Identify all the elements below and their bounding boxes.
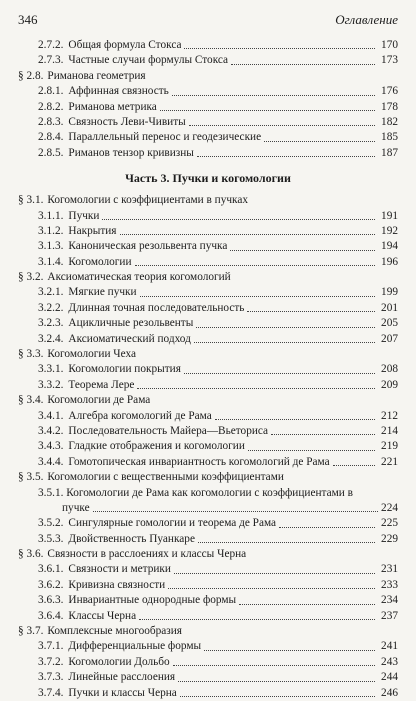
leader-dots [137,388,375,389]
toc-entry-number: 3.4.3. [38,440,64,453]
leader-dots [93,511,378,512]
toc-subsection-entry [18,84,398,99]
toc-entry-page: 205 [381,317,398,330]
toc-section-entry [18,69,398,84]
toc-entry-title: Частные случаи формулы Стокса [68,54,229,67]
toc-subsection-entry [18,146,398,161]
leader-dots [271,434,375,435]
toc-subsection-entry [18,378,398,393]
toc-subsection-entry [18,38,398,53]
leader-dots [135,265,376,266]
toc-entry-number: 2.8.1. [38,85,64,98]
part-title: Часть 3. Пучки и когомологии [125,171,291,186]
leader-dots [264,141,375,142]
toc-subsection-entry [18,655,398,670]
toc-entry-title: Комплексные многообразия [47,625,182,638]
leader-dots [231,64,375,65]
toc-entry-number: 3.7.2. [38,655,64,668]
toc-entry-page: 244 [381,671,398,684]
toc-entry-title: Когомологии Дольбо [68,655,170,668]
toc-entry-number: § 3.5. [18,471,44,484]
leader-dots [204,650,375,651]
toc-entry-number: § 3.6. [18,548,44,561]
toc-subsection-entry [18,563,398,578]
toc-entry-page: 246 [381,686,398,699]
toc-entry-number: 3.6.2. [38,578,64,591]
toc-entry-number: 2.8.3. [38,115,64,128]
toc-subsection-entry [18,285,398,300]
toc-entry-number: 3.2.4. [38,332,64,345]
toc-entry-title: Ацикличные резольвенты [68,317,194,330]
toc-entry-page: 237 [381,609,398,622]
toc-entry-title: Когомологии с вещественными коэффициентами [47,471,284,484]
toc-entry-title: Классы Черна [68,609,137,622]
leader-dots [168,588,375,589]
toc-entry-number: 3.5.3. [38,532,64,545]
toc-entry-page: 185 [381,131,398,144]
toc-entry-number: § 3.4. [18,394,44,407]
leader-dots [139,619,375,620]
toc-entry-title: Когомологии [68,255,132,268]
toc-entry-page: 233 [381,578,398,591]
toc-subsection-entry [18,439,398,454]
toc-entry-number: 3.4.2. [38,424,64,437]
toc-entry-page: 199 [381,286,398,299]
toc-entry-number: 3.5.1. [38,486,64,499]
toc-entry-title: Когомологии с коэффициентами в пучках [47,194,249,207]
toc-entry-title: Когомологии де Рама [47,394,151,407]
toc-subsection-entry [18,593,398,608]
toc-entry-page: 191 [381,209,398,222]
toc-group-part3-a [18,193,398,485]
toc-entry-title: Сингулярные гомологии и теорема де Рама [68,517,277,530]
toc-entry-page: 170 [381,38,398,51]
toc-entry-title: Последовательность Майера—Вьеториса [68,424,269,437]
toc-subsection-entry [18,224,398,239]
toc-entry-number: 3.6.1. [38,563,64,576]
toc-subsection-entry [18,209,398,224]
toc-entry-number: 2.7.2. [38,38,64,51]
leader-dots [198,542,375,543]
toc-subsection-entry [18,670,398,685]
toc-entry-number: 3.1.2. [38,224,64,237]
toc-subsection-entry [18,578,398,593]
toc-section-entry [18,547,398,562]
toc-entry-multiline [18,486,398,517]
toc-entry-number: 3.4.4. [38,455,64,468]
toc-entry-number: 3.2.2. [38,301,64,314]
toc-entry-page: 178 [381,100,398,113]
toc-entry-number: § 3.7. [18,625,44,638]
leader-dots [172,95,375,96]
toc-entry-title: Гомотопическая инвариантность когомологий де Рама [68,455,330,468]
toc-entry-title: Риманова метрика [68,100,157,113]
leader-dots [279,527,375,528]
leader-dots [174,573,375,574]
toc-subsection-entry [18,239,398,254]
toc-entry-number: 3.7.3. [38,671,64,684]
toc-entry-title: Аффинная связность [68,85,169,98]
toc-entry-page: 207 [381,332,398,345]
toc-entry-page: 201 [381,301,398,314]
toc-entry-page: 231 [381,563,398,576]
toc-section-entry [18,393,398,408]
toc-entry-title: Риманова геометрия [47,69,146,82]
leader-dots [180,696,375,697]
leader-dots [230,250,375,251]
toc-subsection-entry [18,100,398,115]
toc-section-entry [18,470,398,485]
toc-entry-page: 182 [381,115,398,128]
toc-section-entry [18,193,398,208]
toc-entry-page: 225 [381,517,398,530]
leader-dots [120,234,376,235]
leader-dots [247,311,375,312]
leader-dots [248,450,375,451]
page-number: 346 [18,12,38,27]
toc-subsection-entry [18,362,398,377]
toc-entry-title: Аксиоматический подход [68,332,191,345]
toc-entry-title: Дифференциальные формы [68,640,202,653]
leader-dots [189,125,375,126]
toc-entry-number: § 3.2. [18,271,44,284]
toc-subsection-entry [18,301,398,316]
leader-dots [173,665,375,666]
toc-subsection-entry [18,609,398,624]
toc-entry-number: 2.7.3. [38,54,64,67]
toc-group-part2-end [18,38,398,161]
toc-entry-page: 241 [381,640,398,653]
toc-subsection-entry [18,532,398,547]
toc-entry-title: Линейные расслоения [68,671,176,684]
toc-entry-title: Параллельный перенос и геодезические [68,131,262,144]
toc-entry-number: 3.1.4. [38,255,64,268]
toc-section-entry [18,270,398,285]
toc-entry-number: § 2.8. [18,69,44,82]
toc-subsection-entry [18,115,398,130]
toc-entry-number: 3.6.4. [38,609,64,622]
toc-entry-title: Общая формула Стокса [68,38,182,51]
toc-entry-title: Риманов тензор кривизны [68,146,194,159]
toc-section-entry [18,347,398,362]
toc-entry-title: Гладкие отображения и когомологии [68,440,245,453]
toc-subsection-entry [18,316,398,331]
toc-entry-page: 187 [381,146,398,159]
toc-subsection-entry [18,455,398,470]
toc-entry-title: Аксиоматическая теория когомологий [47,271,231,284]
leader-dots [197,156,375,157]
toc-entry-number: 2.8.5. [38,146,64,159]
toc-entry-title: Алгебра когомологий де Рама [68,409,212,422]
table-of-contents [18,38,398,701]
toc-subsection-entry [18,332,398,347]
toc-entry-title: Каноническая резольвента пучка [68,240,228,253]
leader-dots [102,219,375,220]
toc-entry-title: Теорема Лере [68,378,135,391]
toc-entry-page: 196 [381,255,398,268]
toc-entry-title: Связности и метрики [68,563,171,576]
toc-entry-number: 3.7.4. [38,686,64,699]
toc-entry-page: 212 [381,409,398,422]
toc-entry-page: 219 [381,440,398,453]
toc-entry-page: 173 [381,54,398,67]
toc-subsection-entry [18,255,398,270]
toc-entry-number: § 3.3. [18,348,44,361]
toc-entry-title: Когомологии Чеха [47,348,137,361]
toc-subsection-entry [18,424,398,439]
toc-entry-number: 3.3.1. [38,363,64,376]
toc-entry-number: 3.5.2. [38,517,64,530]
toc-entry-title: Связности в расслоениях и классы Черна [47,548,247,561]
toc-entry-title: Инвариантные однородные формы [68,594,237,607]
toc-entry-page: 243 [381,655,398,668]
leader-dots [184,48,375,49]
toc-entry-page: 194 [381,240,398,253]
toc-entry-page: 234 [381,594,398,607]
toc-entry-page: 224 [381,501,398,514]
toc-entry-page: 229 [381,532,398,545]
toc-entry-number: 3.6.3. [38,594,64,607]
toc-entry-title-line1: Когомологии де Рама как когомологии с коэффициентами в [66,486,353,499]
toc-entry-number: 2.8.4. [38,131,64,144]
toc-subsection-entry [18,516,398,531]
toc-entry-title: Длинная точная последовательность [68,301,245,314]
toc-entry-title: Пучки [68,209,100,222]
toc-subsection-entry [18,686,398,701]
toc-entry-title: Связность Леви-Чивиты [68,115,186,128]
toc-group-part3-b [18,516,398,701]
toc-subsection-entry [18,53,398,68]
toc-entry-title: Накрытия [68,224,117,237]
toc-entry-title: Мягкие пучки [68,286,137,299]
toc-subsection-entry [18,639,398,654]
toc-subsection-entry [18,130,398,145]
toc-entry-page: 221 [381,455,398,468]
toc-entry-number: 3.2.3. [38,317,64,330]
toc-entry-page: 208 [381,363,398,376]
leader-dots [215,419,375,420]
toc-entry-page: 209 [381,378,398,391]
toc-entry-page: 176 [381,85,398,98]
toc-entry-title: Двойственность Пуанкаре [68,532,195,545]
leader-dots [194,342,375,343]
leader-dots [184,373,375,374]
toc-entry-page: 192 [381,224,398,237]
toc-entry-page: 214 [381,424,398,437]
toc-entry-title: Кривизна связности [68,578,166,591]
toc-entry-title: Когомологии покрытия [68,363,181,376]
toc-subsection-entry [18,409,398,424]
toc-entry-number: 2.8.2. [38,100,64,113]
toc-entry-number: 3.1.1. [38,209,64,222]
leader-dots [239,604,375,605]
leader-dots [160,110,375,111]
toc-entry-number: 3.7.1. [38,640,64,653]
leader-dots [140,296,375,297]
toc-section-entry [18,624,398,639]
toc-entry-number: 3.1.3. [38,240,64,253]
toc-entry-title-line2: пучке [62,501,90,514]
toc-entry-number: § 3.1. [18,194,44,207]
toc-entry-number: 3.2.1. [38,286,64,299]
toc-entry-number: 3.3.2. [38,378,64,391]
leader-dots [196,327,375,328]
leader-dots [333,465,375,466]
page-header [18,12,398,32]
toc-entry-number: 3.4.1. [38,409,64,422]
toc-entry-title: Пучки и классы Черна [68,686,177,699]
running-head: Оглавление [335,12,398,27]
leader-dots [178,681,375,682]
